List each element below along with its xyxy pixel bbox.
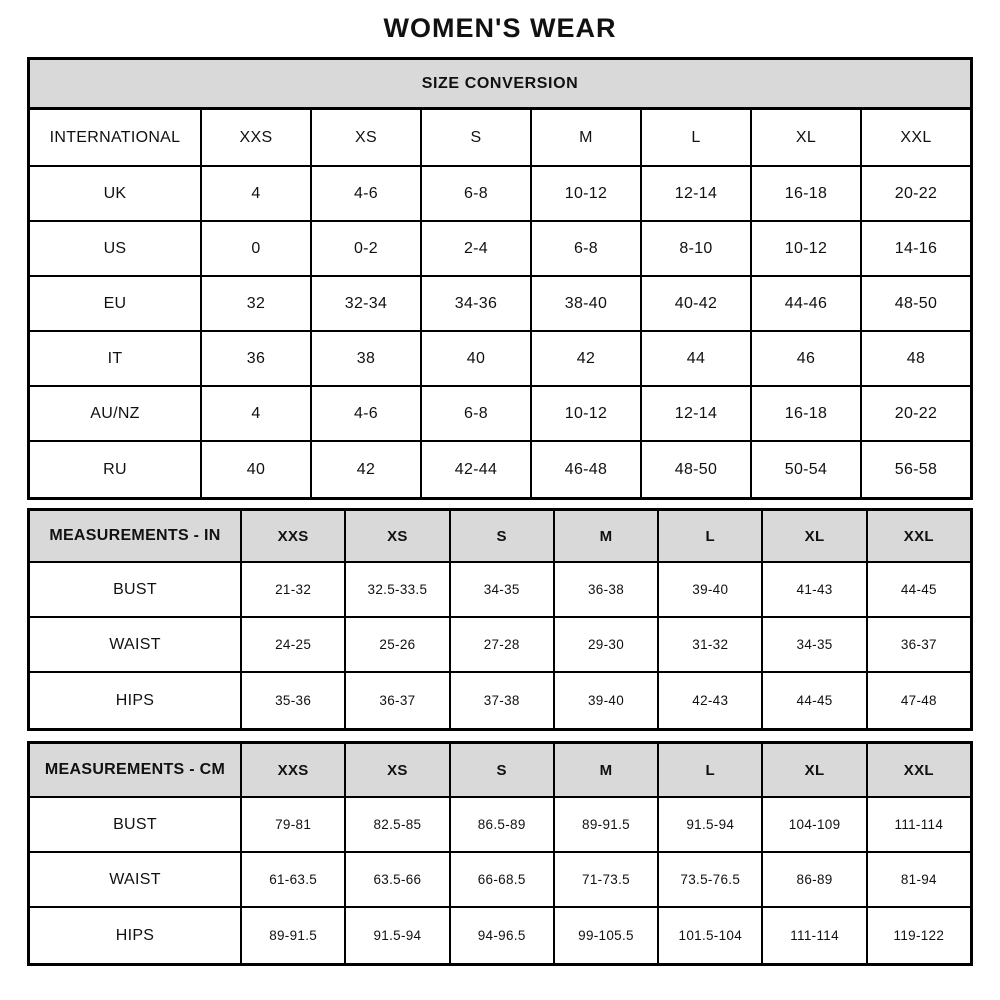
cell-xs: 63.5-66 (344, 853, 448, 906)
cell-xs: 42 (310, 442, 420, 497)
cell-xxs: 35-36 (240, 673, 344, 728)
cell-xxl: 36-37 (866, 618, 970, 671)
cell-xxs: 4 (200, 167, 310, 220)
column-header-international: INTERNATIONAL (49, 128, 181, 146)
row-label: HIPS (115, 691, 155, 709)
size-header-xxl: XXL (866, 744, 970, 796)
cell-s: 86.5-89 (449, 798, 553, 851)
row-label: AU/NZ (90, 404, 140, 422)
cell-m: 36-38 (553, 563, 657, 616)
measurements-in-table (27, 508, 973, 731)
column-header-xxs: XXS (200, 110, 310, 165)
cell-s: 42-44 (420, 442, 530, 497)
table-row (30, 167, 970, 222)
table-row (30, 563, 970, 618)
cell-xxs: 89-91.5 (240, 908, 344, 963)
table-row (30, 618, 970, 673)
table-row (30, 798, 970, 853)
size-conversion-columns-row (30, 110, 970, 167)
table-row (30, 277, 970, 332)
measurements-in-header-row (30, 511, 970, 563)
cell-xs: 32.5-33.5 (344, 563, 448, 616)
size-header-s: S (449, 744, 553, 796)
cell-xl: 34-35 (761, 618, 865, 671)
cell-xxl: 48-50 (860, 277, 970, 330)
table-row (30, 387, 970, 442)
column-header-l: L (640, 110, 750, 165)
cell-xl: 10-12 (750, 222, 860, 275)
cell-s: 6-8 (420, 387, 530, 440)
measurements-cm-title: MEASUREMENTS - CM (44, 761, 226, 778)
cell-l: 40-42 (640, 277, 750, 330)
cell-xxl: 111-114 (866, 798, 970, 851)
cell-xs: 36-37 (344, 673, 448, 728)
cell-xxl: 44-45 (866, 563, 970, 616)
size-header-m: M (553, 744, 657, 796)
table-row (30, 853, 970, 908)
cell-m: 71-73.5 (553, 853, 657, 906)
measurements-cm-header-row (30, 744, 970, 798)
row-label: RU (103, 460, 127, 478)
cell-xl: 104-109 (761, 798, 865, 851)
size-header-s: S (449, 511, 553, 561)
size-conversion-title: SIZE CONVERSION (30, 60, 970, 110)
table-row (30, 673, 970, 728)
cell-s: 66-68.5 (449, 853, 553, 906)
cell-l: 44 (640, 332, 750, 385)
cell-s: 34-35 (449, 563, 553, 616)
cell-xs: 91.5-94 (344, 908, 448, 963)
size-header-xs: XS (344, 511, 448, 561)
cell-xl: 50-54 (750, 442, 860, 497)
row-label: IT (107, 349, 123, 367)
cell-xxs: 4 (200, 387, 310, 440)
cell-xxl: 48 (860, 332, 970, 385)
measurements-cm-body (30, 798, 970, 963)
cell-xs: 25-26 (344, 618, 448, 671)
cell-s: 94-96.5 (449, 908, 553, 963)
row-label: HIPS (115, 926, 155, 944)
size-conversion-table (27, 57, 973, 500)
cell-xl: 44-46 (750, 277, 860, 330)
cell-m: 42 (530, 332, 640, 385)
cell-m: 38-40 (530, 277, 640, 330)
cell-xxl: 47-48 (866, 673, 970, 728)
cell-l: 31-32 (657, 618, 761, 671)
cell-xs: 4-6 (310, 167, 420, 220)
cell-m: 89-91.5 (553, 798, 657, 851)
cell-xs: 38 (310, 332, 420, 385)
cell-xxs: 24-25 (240, 618, 344, 671)
row-label: WAIST (109, 635, 161, 653)
cell-l: 12-14 (640, 387, 750, 440)
cell-l: 101.5-104 (657, 908, 761, 963)
measurements-in-title: MEASUREMENTS - IN (49, 527, 221, 544)
table-row (30, 908, 970, 963)
column-header-xs: XS (310, 110, 420, 165)
cell-s: 2-4 (420, 222, 530, 275)
cell-m: 99-105.5 (553, 908, 657, 963)
cell-s: 37-38 (449, 673, 553, 728)
cell-xxs: 36 (200, 332, 310, 385)
measurements-cm-table (27, 741, 973, 966)
measurements-in-body (30, 563, 970, 728)
cell-xs: 4-6 (310, 387, 420, 440)
column-header-s: S (420, 110, 530, 165)
table-row (30, 442, 970, 497)
cell-xxs: 61-63.5 (240, 853, 344, 906)
cell-l: 91.5-94 (657, 798, 761, 851)
cell-xl: 46 (750, 332, 860, 385)
cell-s: 6-8 (420, 167, 530, 220)
size-header-xl: XL (761, 744, 865, 796)
cell-xxl: 56-58 (860, 442, 970, 497)
column-header-xl: XL (750, 110, 860, 165)
row-label: EU (103, 294, 127, 312)
size-conversion-body (30, 167, 970, 497)
cell-s: 34-36 (420, 277, 530, 330)
cell-xxl: 20-22 (860, 387, 970, 440)
cell-xxs: 0 (200, 222, 310, 275)
cell-xxs: 79-81 (240, 798, 344, 851)
cell-xxl: 20-22 (860, 167, 970, 220)
cell-s: 40 (420, 332, 530, 385)
cell-l: 42-43 (657, 673, 761, 728)
cell-xxl: 119-122 (866, 908, 970, 963)
cell-l: 48-50 (640, 442, 750, 497)
size-header-xs: XS (344, 744, 448, 796)
size-header-l: L (657, 511, 761, 561)
cell-xs: 82.5-85 (344, 798, 448, 851)
size-header-m: M (553, 511, 657, 561)
cell-l: 39-40 (657, 563, 761, 616)
cell-xl: 86-89 (761, 853, 865, 906)
row-label: UK (103, 184, 127, 202)
cell-xxl: 81-94 (866, 853, 970, 906)
cell-m: 39-40 (553, 673, 657, 728)
cell-xxs: 40 (200, 442, 310, 497)
row-label: US (103, 239, 127, 257)
cell-xxs: 21-32 (240, 563, 344, 616)
column-header-xxl: XXL (860, 110, 970, 165)
cell-xl: 16-18 (750, 387, 860, 440)
cell-s: 27-28 (449, 618, 553, 671)
cell-xl: 41-43 (761, 563, 865, 616)
table-row (30, 222, 970, 277)
row-label: BUST (113, 815, 157, 833)
cell-l: 73.5-76.5 (657, 853, 761, 906)
cell-m: 10-12 (530, 167, 640, 220)
cell-xxs: 32 (200, 277, 310, 330)
cell-m: 46-48 (530, 442, 640, 497)
size-header-l: L (657, 744, 761, 796)
cell-xl: 16-18 (750, 167, 860, 220)
cell-l: 8-10 (640, 222, 750, 275)
cell-xxl: 14-16 (860, 222, 970, 275)
cell-xs: 32-34 (310, 277, 420, 330)
cell-xl: 44-45 (761, 673, 865, 728)
page-title: WOMEN'S WEAR (383, 13, 617, 43)
row-label: WAIST (109, 870, 161, 888)
size-header-xxs: XXS (240, 511, 344, 561)
cell-m: 10-12 (530, 387, 640, 440)
size-header-xl: XL (761, 511, 865, 561)
cell-m: 29-30 (553, 618, 657, 671)
column-header-m: M (530, 110, 640, 165)
cell-l: 12-14 (640, 167, 750, 220)
size-header-xxl: XXL (866, 511, 970, 561)
cell-m: 6-8 (530, 222, 640, 275)
row-label: BUST (113, 580, 157, 598)
cell-xs: 0-2 (310, 222, 420, 275)
table-row (30, 332, 970, 387)
size-header-xxs: XXS (240, 744, 344, 796)
cell-xl: 111-114 (761, 908, 865, 963)
